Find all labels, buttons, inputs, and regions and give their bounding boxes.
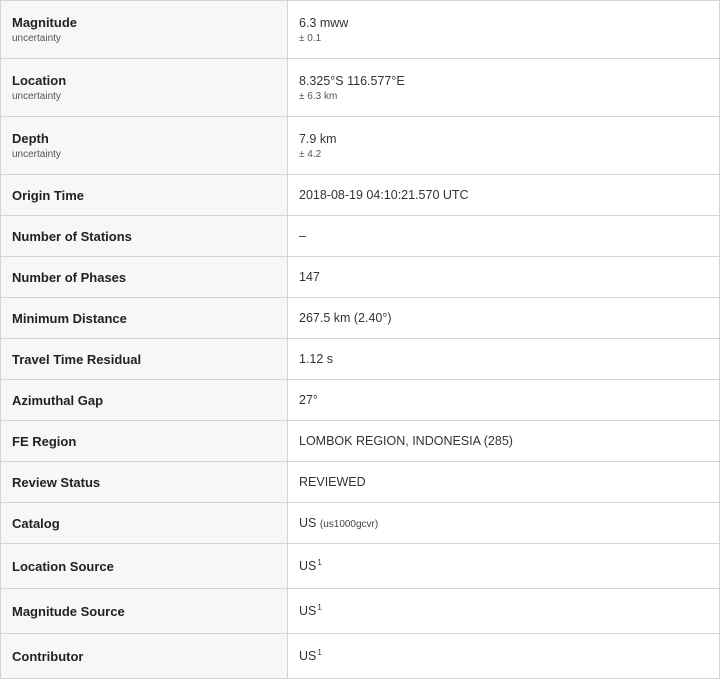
table-row-catalog <box>1 503 720 544</box>
row-value-cell <box>288 1 720 59</box>
table-row-travel-time-residual <box>1 339 720 380</box>
travel-time-residual-value: 1.12 s <box>288 339 720 380</box>
row-label-cell <box>1 1 288 59</box>
table-row-minimum-distance <box>1 298 720 339</box>
fe-region-value: LOMBOK REGION, INDONESIA (285) <box>288 421 720 462</box>
row-label: Location Source <box>1 544 288 589</box>
catalog-event-id: (us1000gcvr) <box>319 519 379 530</box>
row-value-cell <box>288 117 720 175</box>
table-row-contributor <box>1 634 720 679</box>
table-row-magnitude <box>1 1 720 59</box>
catalog-value: US <box>299 516 317 530</box>
uncertainty-label: uncertainty <box>12 149 61 160</box>
row-label: Depth <box>12 131 49 146</box>
azimuthal-gap-value: 27° <box>288 380 720 421</box>
row-label: Location <box>12 73 67 88</box>
footnote-link[interactable]: 1 <box>317 603 322 612</box>
row-label-cell <box>1 59 288 117</box>
row-label: Review Status <box>1 462 288 503</box>
contributor-value: US <box>299 649 317 663</box>
uncertainty-label: uncertainty <box>12 33 61 44</box>
magnitude-value: 6.3 mww <box>299 15 349 30</box>
row-value-cell <box>288 59 720 117</box>
row-label: Contributor <box>1 634 288 679</box>
contributor-cell <box>288 634 720 679</box>
row-label: FE Region <box>1 421 288 462</box>
row-label: Azimuthal Gap <box>1 380 288 421</box>
table-row-location-source <box>1 544 720 589</box>
number-of-phases-value: 147 <box>288 257 720 298</box>
table-row-azimuthal-gap <box>1 380 720 421</box>
table-row-fe-region <box>1 421 720 462</box>
row-label: Number of Stations <box>1 216 288 257</box>
table-row-origin-time <box>1 175 720 216</box>
row-label: Origin Time <box>1 175 288 216</box>
table-row-review-status <box>1 462 720 503</box>
footnote-link[interactable]: 1 <box>317 558 322 567</box>
row-label-cell <box>1 117 288 175</box>
location-source-value: US <box>299 559 317 573</box>
row-label: Travel Time Residual <box>1 339 288 380</box>
depth-value: 7.9 km <box>299 131 337 146</box>
table-row-magnitude-source <box>1 589 720 634</box>
row-label: Magnitude <box>12 15 77 30</box>
origin-time-value: 2018-08-19 04:10:21.570 UTC <box>288 175 720 216</box>
depth-uncertainty: ± 4.2 <box>299 148 322 160</box>
row-label: Catalog <box>1 503 288 544</box>
row-label: Minimum Distance <box>1 298 288 339</box>
magnitude-uncertainty: ± 0.1 <box>299 32 322 44</box>
row-label: Number of Phases <box>1 257 288 298</box>
number-of-stations-value: – <box>288 216 720 257</box>
footnote-link[interactable]: 1 <box>317 648 322 657</box>
minimum-distance-value: 267.5 km (2.40°) <box>288 298 720 339</box>
row-label: Magnitude Source <box>1 589 288 634</box>
location-source-cell <box>288 544 720 589</box>
magnitude-source-value: US <box>299 604 317 618</box>
table-row-location <box>1 59 720 117</box>
location-value: 8.325°S 116.577°E <box>299 73 405 88</box>
magnitude-source-cell <box>288 589 720 634</box>
review-status-value: REVIEWED <box>288 462 720 503</box>
table-row-number-of-phases <box>1 257 720 298</box>
location-uncertainty: ± 6.3 km <box>299 90 338 102</box>
table-row-depth <box>1 117 720 175</box>
table-row-number-of-stations <box>1 216 720 257</box>
uncertainty-label: uncertainty <box>12 91 61 102</box>
catalog-value-cell <box>288 503 720 544</box>
